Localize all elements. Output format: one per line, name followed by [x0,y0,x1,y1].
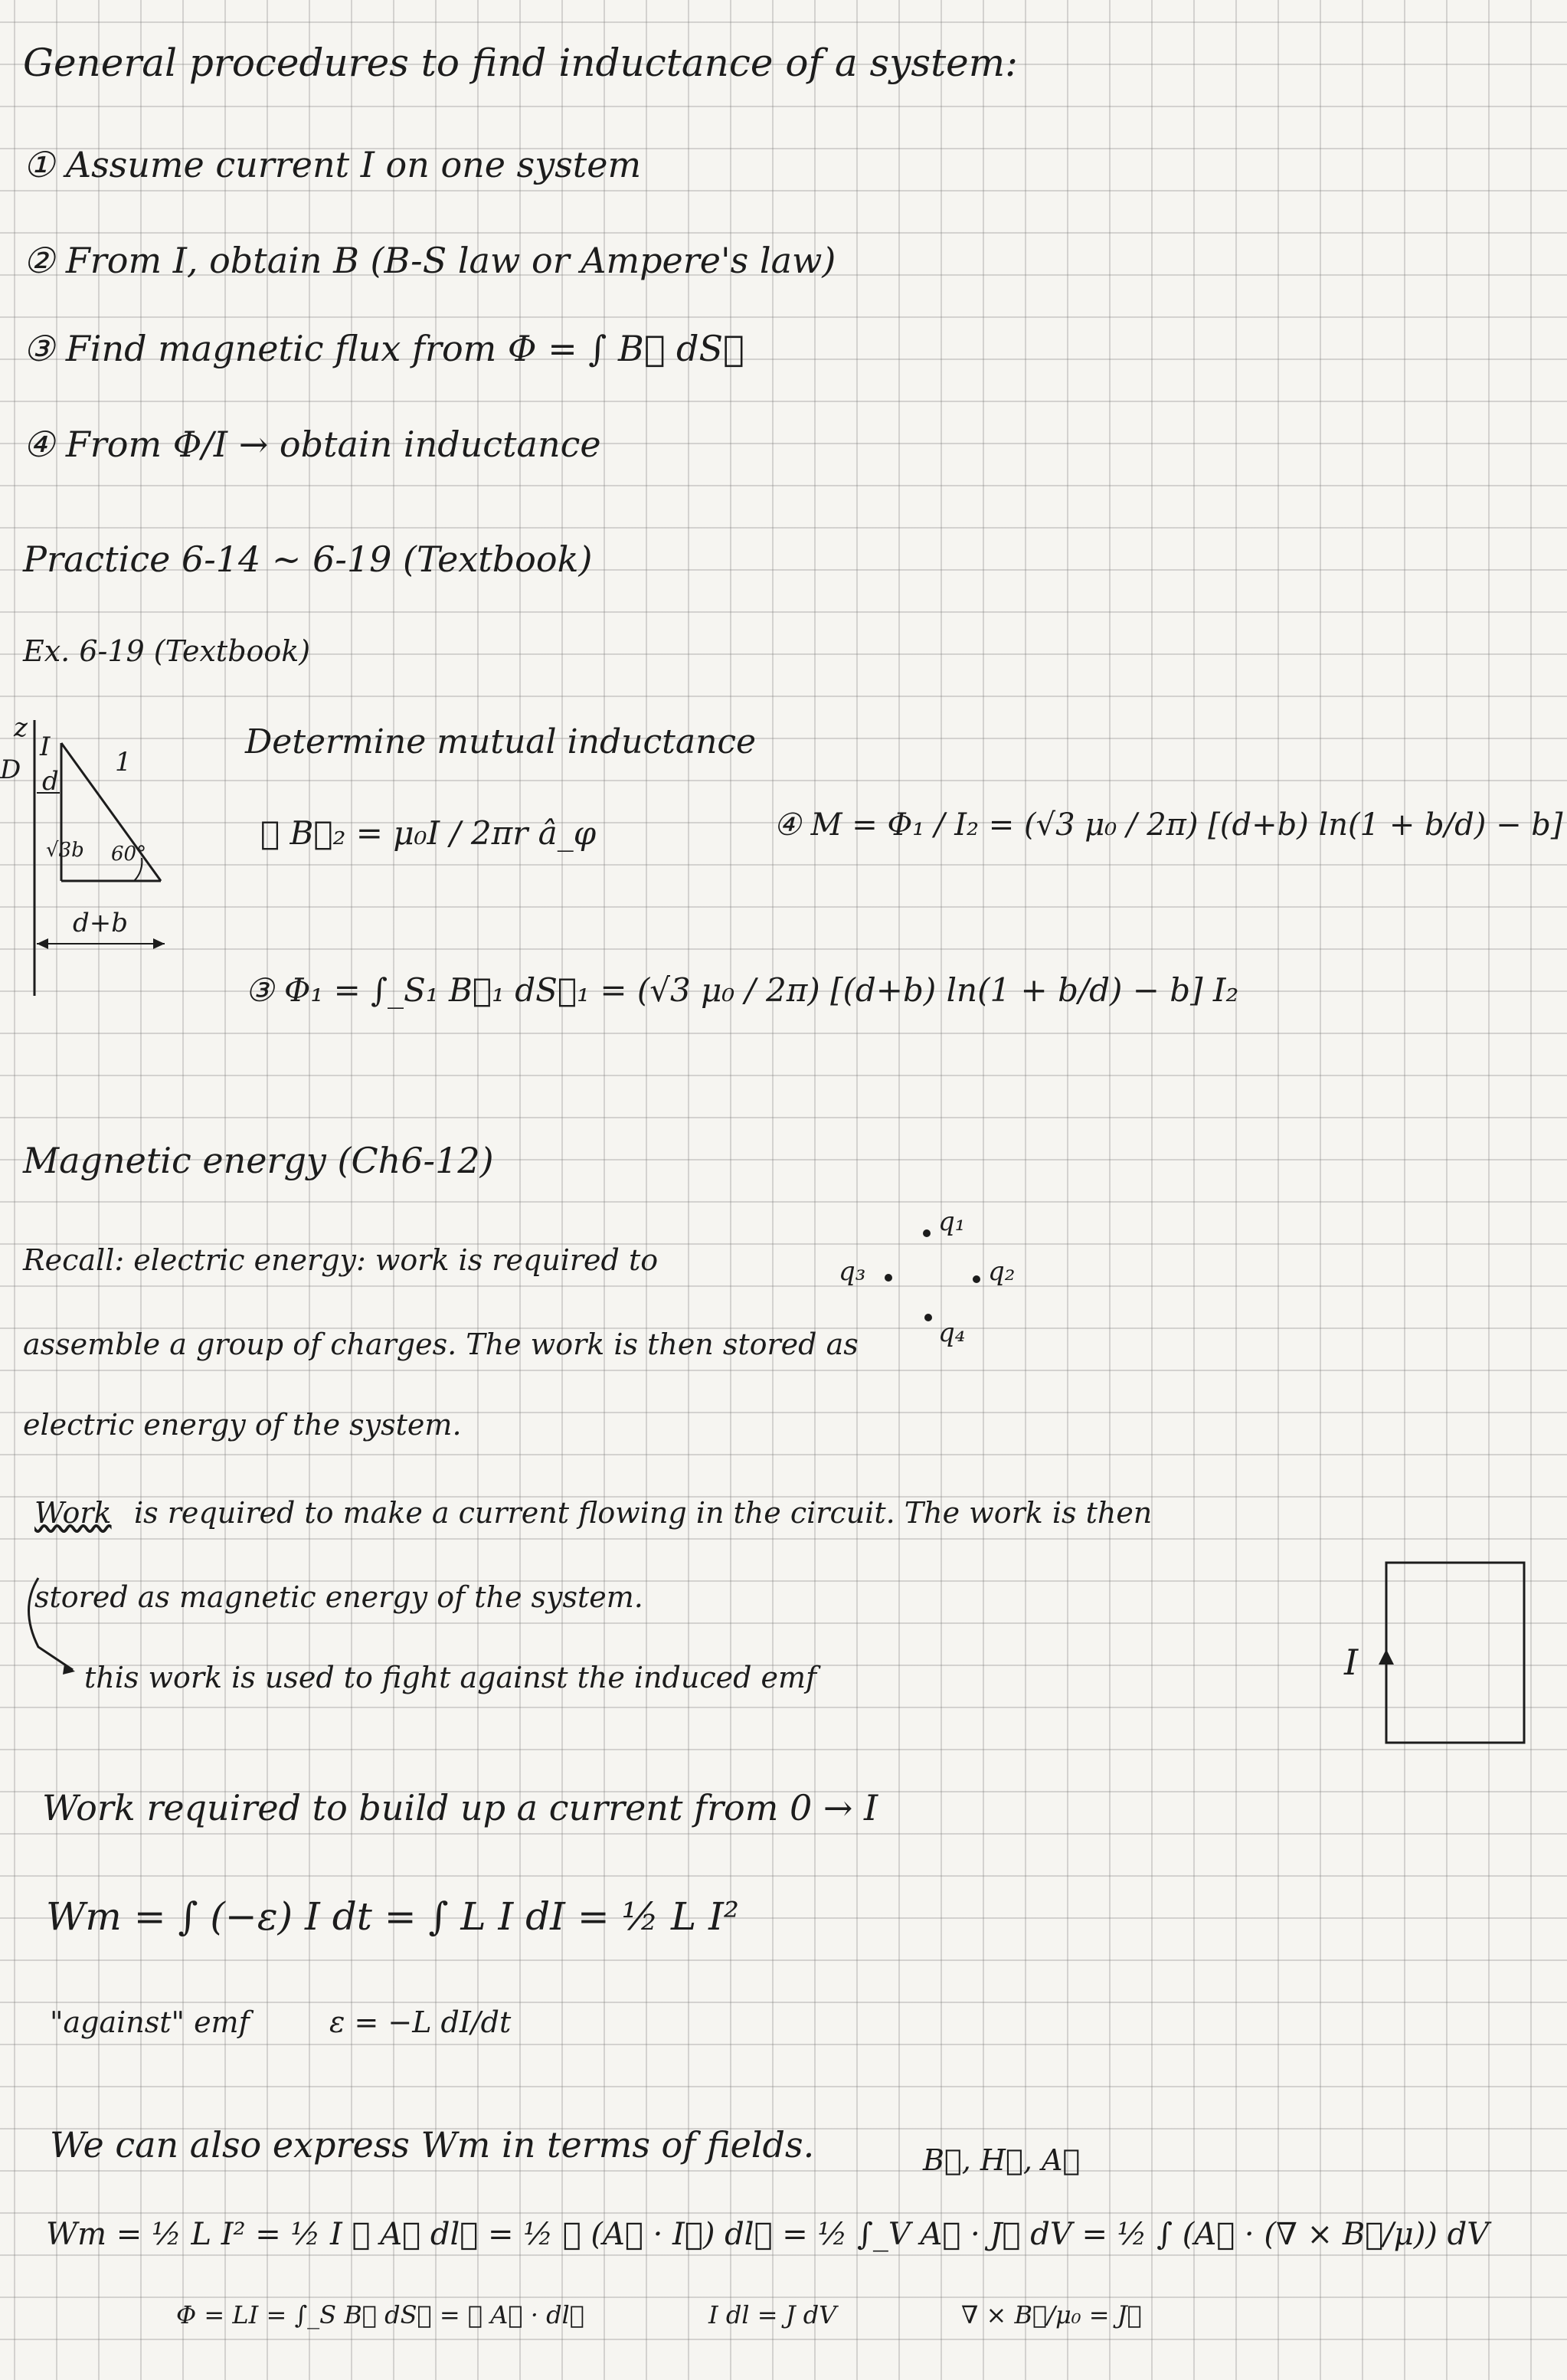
note-flux: Φ = LI = ∫_S B⃗ dS⃗ = ∮ A⃗ · dl⃗ [176,2300,584,2329]
recall-line-2: assemble a group of charges. The work is then stored as [23,1327,859,1361]
page-heading: General procedures to find inductance of a system: [23,41,1019,85]
work-line-2: stored as magnetic energy of the system. [34,1580,643,1614]
determine-line: Determine mutual inductance [245,722,757,761]
current-loop [1382,1559,1536,1750]
figure-z-label: z [14,712,28,743]
figure-loop-label: 1 [115,747,132,778]
note-idl: I dl = J dV [708,2300,837,2329]
equation-3: ③ Φ₁ = ∫_S₁ B⃗₁ dS⃗₁ = (√3 μ₀ / 2π) [(d+b) ln(1 + b/d) − b] I₂ [245,971,1239,1009]
example-line: Ex. 6-19 (Textbook) [23,634,311,668]
step-1: ① Assume current I on one system [23,144,642,185]
charge-q3: q₃ [839,1256,866,1287]
charge-q1: q₁ [938,1206,966,1237]
figure-angle-label: 60° [111,843,147,866]
equation-4: ④ M = Φ₁ / I₂ = (√3 μ₀ / 2π) [(d+b) ln(1 + b/d) − b] [774,807,1563,843]
step-3: ③ Find magnetic flux from Φ = ∫ B⃗ dS⃗ [23,328,744,369]
practice-line: Practice 6-14 ~ 6-19 (Textbook) [23,539,593,580]
figure-left-label: D [0,755,21,785]
recall-line-3: electric energy of the system. [23,1408,462,1442]
charge-q4: q₄ [938,1318,966,1348]
loop-current-label: I [1344,1642,1359,1683]
wm-equation: Wm = ∫ (−ε) I dt = ∫ L I dI = ½ L I² [46,1894,739,1939]
work-line-1: is required to make a current flowing in the circuit. The work is then [134,1496,1153,1530]
figure-d-label: d [42,766,59,797]
note-curl: ∇ × B⃗/μ₀ = J⃗ [961,2300,1142,2329]
step-4: ④ From Φ/I → obtain inductance [23,424,601,465]
recall-line-1: Recall: electric energy: work is required to [23,1243,659,1277]
emf-definition: ε = −L dI/dt [329,2005,512,2039]
equation-2: ② B⃗₂ = μ₀I / 2πr â_φ [260,814,597,852]
work-line-3: this work is used to fight against the induced emf [84,1661,817,1694]
charge-q2: q₂ [988,1256,1016,1287]
fields-line: We can also express Wm in terms of fields. [50,2124,815,2166]
work-required-line: Work required to build up a current from 0 → I [42,1787,878,1828]
figure-current-label: I [40,732,51,762]
magnetic-energy-title: Magnetic energy (Ch6-12) [23,1140,494,1181]
figure-width-label: d+b [73,908,129,938]
figure-side-label: √3b [46,839,84,862]
against-emf-label: "against" emf [50,2005,250,2039]
fields-list: B⃗, H⃗, A⃗ [923,2143,1081,2177]
triangle-loop-figure [0,712,184,1019]
final-equation: Wm = ½ L I² = ½ I ∮ A⃗ dl⃗ = ½ ∮ (A⃗ · I⃗) dl⃗ = ½ ∫_V A⃗ · J⃗ dV = ½ ∫ (A⃗ · (∇ × B⃗/μ)) dV [46,2217,1490,2252]
step-2: ② From I, obtain B (B-S law or Ampere's law) [23,240,836,281]
work-word: Work [34,1496,112,1530]
